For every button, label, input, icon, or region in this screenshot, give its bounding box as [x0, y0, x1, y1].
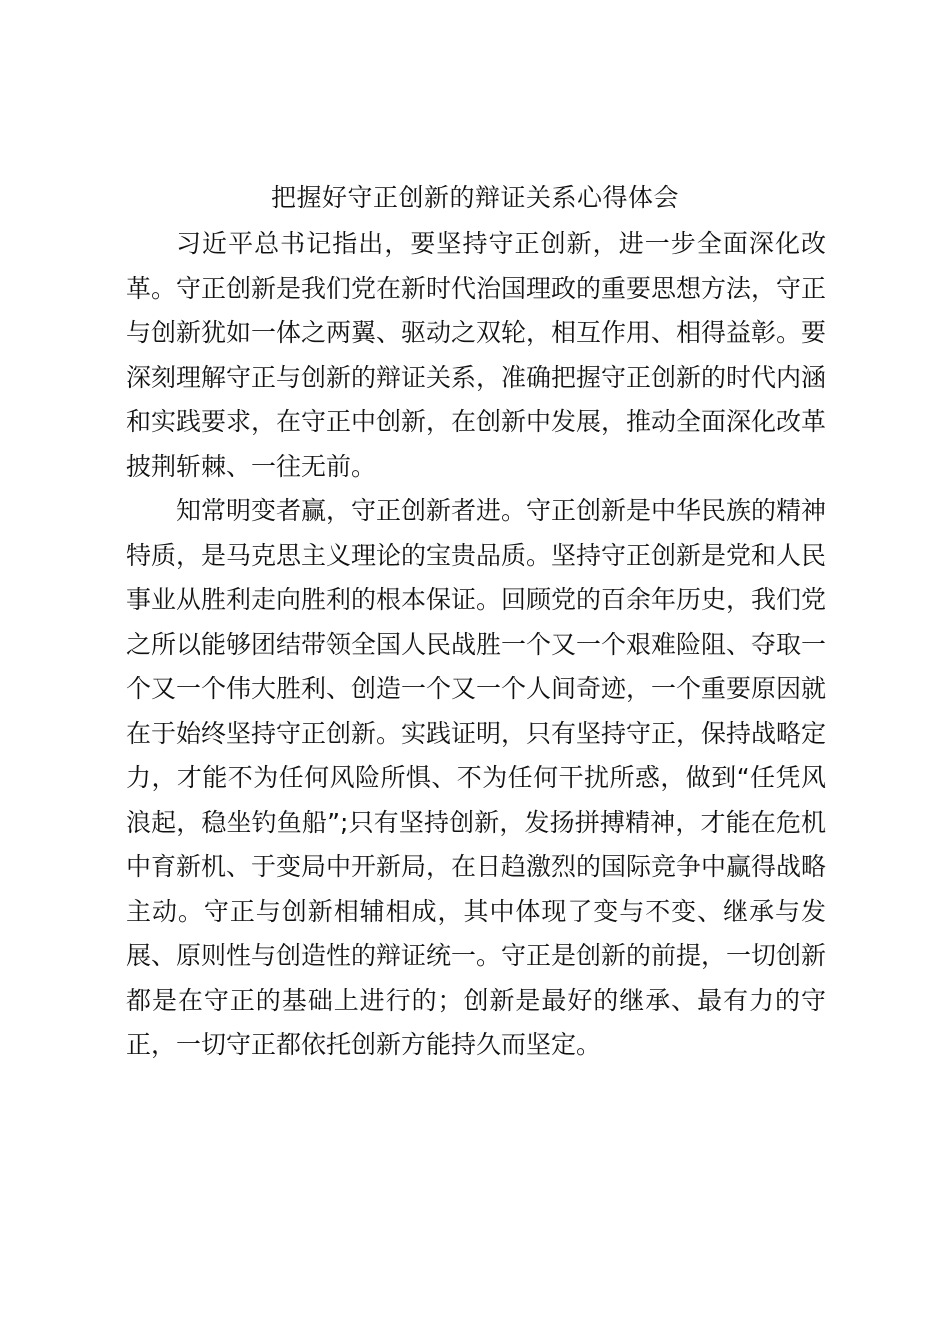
document-title: 把握好守正创新的辩证关系心得体会 — [270, 183, 679, 212]
paragraph-intro: 习近平总书记指出，要坚持守正创新，进一步全面深化改革。守正创新是我们党在新时代治国理政的重要思想方法，守正与创新犹如一体之两翼、驱动之双轮，相互作用、相得益彰。要深刻理解守正与创新的辩证关系，准确把握守正创新的时代内涵和实践要求，在守正中创新，在创新中发展，推动全面深化改革披荆斩棘、一往无前。 — [126, 229, 827, 481]
document-body — [126, 222, 826, 1068]
paragraph-main: 知常明变者赢，守正创新者进。守正创新是中华民族的精神特质，是马克思主义理论的宝贵品质。坚持守正创新是党和人民事业从胜利走向胜利的根本保证。回顾党的百余年历史，我们党之所以能够团结带领全国人民战胜一个又一个艰难险阻、夺取一个又一个伟大胜利、创造一个又一个人间奇迹，一个重要原因就在于始终坚持守正创新。实践证明，只有坚持守正，保持战略定力，才能不为任何风险所惧、不为任何干扰所惑，做到“任凭风浪起，稳坐钓鱼船”;只有坚持创新，发扬拼搏精神，才能在危机中育新机、于变局中开新局，在日趋激烈的国际竞争中赢得战略主动。守正与创新相辅相成，其中体现了变与不变、继承与发展、原则性与创造性的辩证统一。守正是创新的前提，一切创新都是在守正的基础上进行的；创新是最好的继承、最有力的守正，一切守正都依托创新方能持久而坚定。 — [126, 496, 827, 1059]
